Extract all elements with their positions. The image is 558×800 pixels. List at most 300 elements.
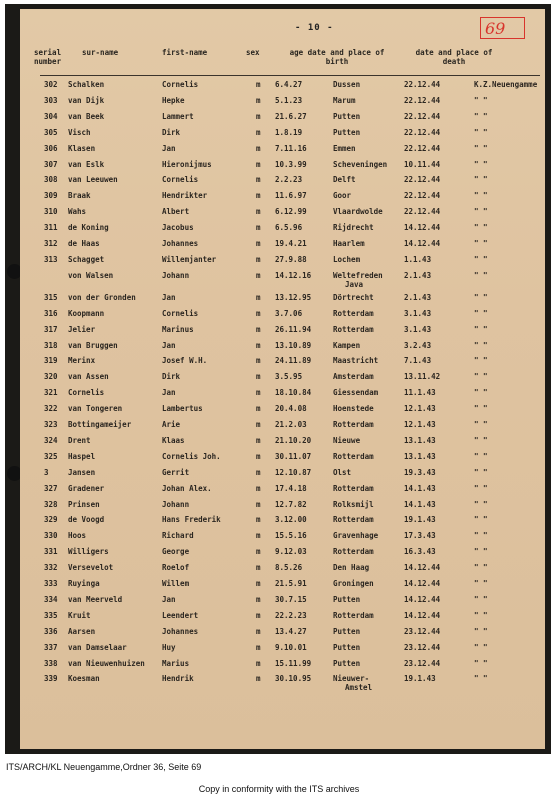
sex: m (256, 207, 261, 217)
surname: Haspel (68, 451, 96, 461)
birth-place: Rotterdam (333, 451, 374, 461)
death-place: " " (474, 435, 488, 445)
table-row (20, 207, 545, 220)
birth-date: 15.5.16 (275, 531, 307, 541)
header-rule (40, 75, 540, 76)
birth-place: Maastricht (333, 356, 379, 366)
birth-place: Putten (333, 642, 361, 652)
first-name: Hepke (162, 95, 185, 105)
surname: van Leeuwen (68, 175, 118, 185)
first-name: Lambertus (162, 404, 203, 414)
sex: m (256, 356, 261, 366)
table-row (20, 356, 545, 369)
first-name: Cornelis (162, 80, 199, 89)
birth-place: Rijdrecht (333, 223, 374, 233)
first-name: Cornelis (162, 308, 199, 318)
sex: m (256, 658, 261, 668)
table-row (20, 270, 545, 289)
birth-date: 6.4.27 (275, 80, 303, 89)
birth-date: 21.10.20 (275, 435, 312, 445)
table-row (20, 627, 545, 640)
birth-date: 22.2.23 (275, 610, 307, 620)
table-row (20, 80, 545, 93)
birth-date: 19.4.21 (275, 239, 307, 248)
first-name: Dirk (162, 372, 181, 382)
birth-place: Scheveningen (333, 159, 388, 169)
table-row (20, 547, 545, 560)
sex: m (256, 467, 261, 477)
birth-date: 3.7.06 (275, 308, 303, 318)
birth-place-line-2: Java (345, 279, 364, 289)
birth-date: 5.1.23 (275, 95, 303, 105)
birth-place: Nieuwe (333, 435, 361, 445)
table-row (20, 128, 545, 141)
surname: Gradener (68, 483, 105, 493)
birth-date: 18.10.84 (275, 388, 312, 398)
birth-place: Rotterdam (333, 610, 374, 620)
serial-number: 325 (44, 451, 58, 461)
birth-place: Marum (333, 95, 356, 105)
surname: van Eslk (68, 159, 105, 169)
serial-number: 308 (44, 175, 58, 185)
birth-place (333, 271, 383, 289)
first-name: Dirk (162, 127, 181, 137)
surname: Ruyinga (68, 579, 100, 588)
table-row (20, 659, 545, 672)
table-row (20, 191, 545, 204)
birth-date: 15.11.99 (275, 658, 312, 668)
birth-date: 3.12.00 (275, 515, 307, 525)
death-place: " " (474, 159, 488, 169)
table-row (20, 500, 545, 513)
birth-date: 13.4.27 (275, 626, 307, 636)
serial-number: 335 (44, 610, 58, 620)
serial-number: 338 (44, 658, 58, 668)
first-name: Richard (162, 531, 194, 541)
death-place: " " (474, 356, 488, 366)
sex: m (256, 642, 261, 652)
birth-place: Putten (333, 658, 361, 668)
death-date: 1.1.43 (404, 254, 432, 264)
birth-place (333, 674, 372, 692)
serial-number: 322 (44, 404, 58, 414)
death-place: " " (474, 223, 488, 233)
first-name: Jacobus (162, 223, 194, 233)
scanned-document (5, 4, 551, 754)
first-name: Josef W.H. (162, 356, 208, 366)
birth-date: 7.11.16 (275, 143, 307, 153)
surname: Wahs (68, 207, 87, 217)
birth-date: 3.5.95 (275, 372, 303, 382)
serial-number: 339 (44, 674, 58, 684)
birth-date: 11.6.97 (275, 191, 307, 201)
birth-place: Gravenhage (333, 531, 379, 541)
table-row (20, 579, 545, 592)
birth-date: 13.10.89 (275, 340, 312, 350)
birth-place: Putten (333, 127, 361, 137)
first-name: Johann (162, 499, 190, 509)
birth-place: Putten (333, 594, 361, 604)
birth-date: 6.12.99 (275, 207, 307, 217)
serial-number: 321 (44, 388, 58, 398)
birth-date: 20.4.08 (275, 404, 307, 414)
surname: van Assen (68, 372, 109, 382)
sex: m (256, 372, 261, 382)
table-row (20, 643, 545, 656)
death-date: 11.1.43 (404, 388, 436, 398)
table-row (20, 309, 545, 322)
serial-number: 3 (44, 467, 49, 477)
serial-number: 304 (44, 111, 58, 121)
surname: Versevelot (68, 563, 114, 573)
death-date: 3.1.43 (404, 308, 432, 318)
death-place: " " (474, 95, 488, 105)
serial-number: 305 (44, 127, 58, 137)
birth-date: 17.4.18 (275, 483, 307, 493)
serial-number: 310 (44, 207, 58, 217)
first-name: Klaas (162, 435, 185, 445)
death-date: 13.11.42 (404, 372, 441, 382)
sex: m (256, 254, 261, 264)
surname: Drent (68, 435, 91, 445)
sex: m (256, 80, 261, 89)
birth-place: Hoenstede (333, 404, 374, 414)
death-date: 14.1.43 (404, 483, 436, 493)
birth-place: Den Haag (333, 563, 370, 573)
birth-place: Rotterdam (333, 483, 374, 493)
birth-date: 21.2.03 (275, 420, 307, 429)
first-name: Huy (162, 642, 176, 652)
sex: m (256, 127, 261, 137)
death-date: 14.12.44 (404, 239, 441, 248)
birth-date: 10.3.99 (275, 159, 307, 169)
surname: Braak (68, 191, 91, 201)
birth-date: 2.2.23 (275, 175, 303, 185)
death-date: 2.1.43 (404, 270, 432, 280)
sex: m (256, 292, 261, 302)
surname: van Bruggen (68, 340, 118, 350)
death-place: " " (474, 207, 488, 217)
death-place: " " (474, 610, 488, 620)
table-row (20, 293, 545, 306)
birth-place-line-1: Nieuwer- (333, 674, 370, 684)
death-date: 22.12.44 (404, 175, 441, 185)
surname: van Tongeren (68, 404, 123, 414)
death-place: " " (474, 467, 488, 477)
death-place: " " (474, 579, 488, 588)
death-place: " " (474, 340, 488, 350)
table-row (20, 531, 545, 544)
surname: van Nieuwenhuizen (68, 658, 145, 668)
paper-sheet (20, 9, 545, 749)
birth-date: 6.5.96 (275, 223, 303, 233)
serial-number: 303 (44, 95, 58, 105)
surname: van Meerveld (68, 594, 123, 604)
page-number: - 10 - (295, 23, 334, 33)
death-date: 19.1.43 (404, 674, 436, 684)
birth-date: 1.8.19 (275, 127, 303, 137)
death-place: " " (474, 594, 488, 604)
death-place: " " (474, 499, 488, 509)
table-row (20, 484, 545, 497)
first-name: Hans Frederik (162, 515, 221, 525)
death-place: " " (474, 388, 488, 398)
serial-number: 306 (44, 143, 58, 153)
sex: m (256, 626, 261, 636)
death-place: " " (474, 239, 488, 248)
table-row (20, 436, 545, 449)
death-date: 13.1.43 (404, 435, 436, 445)
death-date: 22.12.44 (404, 207, 441, 217)
birth-place: Goor (333, 191, 352, 201)
surname: von Walsen (68, 270, 114, 280)
header-birth: age date and place of birth (289, 48, 385, 66)
table-row (20, 223, 545, 236)
death-place: " " (474, 404, 488, 414)
death-place: " " (474, 674, 488, 684)
first-name: Lammert (162, 111, 194, 121)
death-date: 23.12.44 (404, 626, 441, 636)
table-row (20, 452, 545, 465)
first-name: Cornelis Joh. (162, 451, 221, 461)
first-name: Jan (162, 340, 176, 350)
death-date: 14.12.44 (404, 579, 441, 588)
death-place: " " (474, 451, 488, 461)
sex: m (256, 451, 261, 461)
death-date: 10.11.44 (404, 159, 441, 169)
surname: van Dijk (68, 95, 105, 105)
surname: Jansen (68, 467, 96, 477)
first-name: Marius (162, 658, 190, 668)
birth-place: Rotterdam (333, 420, 374, 429)
serial-number: 333 (44, 579, 58, 588)
table-row (20, 595, 545, 608)
death-date: 22.12.44 (404, 143, 441, 153)
serial-number: 332 (44, 563, 58, 573)
first-name: Willemjanter (162, 254, 217, 264)
surname: Koopmann (68, 308, 105, 318)
birth-date: 14.12.16 (275, 270, 312, 280)
sex: m (256, 531, 261, 541)
sex: m (256, 95, 261, 105)
birth-place-line-2: Amstel (345, 683, 373, 693)
table-row (20, 341, 545, 354)
birth-place: Emmen (333, 143, 356, 153)
death-date: 14.12.44 (404, 223, 441, 233)
surname: de Haas (68, 239, 100, 248)
first-name: Hieronijmus (162, 159, 212, 169)
death-date: 14.12.44 (404, 594, 441, 604)
death-date: 14.1.43 (404, 499, 436, 509)
death-date: 7.1.43 (404, 356, 432, 366)
birth-date: 12.10.87 (275, 467, 312, 477)
serial-number: 311 (44, 223, 58, 233)
first-name: Willem (162, 579, 190, 588)
sex: m (256, 270, 261, 280)
death-place: " " (474, 254, 488, 264)
birth-place: Amsterdam (333, 372, 374, 382)
table-row (20, 420, 545, 433)
birth-place: Rotterdam (333, 547, 374, 557)
first-name: Arie (162, 420, 181, 429)
death-place: " " (474, 127, 488, 137)
serial-number: 331 (44, 547, 58, 557)
sex: m (256, 594, 261, 604)
sex: m (256, 340, 261, 350)
death-date: 12.1.43 (404, 420, 436, 429)
surname: Schalken (68, 80, 105, 89)
death-place: " " (474, 111, 488, 121)
first-name: Jan (162, 143, 176, 153)
sex: m (256, 547, 261, 557)
death-place: " " (474, 372, 488, 382)
birth-date: 8.5.26 (275, 563, 303, 573)
death-place: " " (474, 292, 488, 302)
death-date: 13.1.43 (404, 451, 436, 461)
death-date: 14.12.44 (404, 563, 441, 573)
serial-number: 319 (44, 356, 58, 366)
birth-place: Rotterdam (333, 308, 374, 318)
birth-place: Olst (333, 467, 352, 477)
birth-date: 27.9.88 (275, 254, 307, 264)
birth-date: 30.10.95 (275, 674, 312, 684)
serial-number: 312 (44, 239, 58, 248)
table-row (20, 404, 545, 417)
death-date: 19.3.43 (404, 467, 436, 477)
first-name: Roelof (162, 563, 190, 573)
death-place: " " (474, 175, 488, 185)
sex: m (256, 223, 261, 233)
sex: m (256, 388, 261, 398)
surname: Willigers (68, 547, 109, 557)
death-date: 22.12.44 (404, 111, 441, 121)
death-date: 17.3.43 (404, 531, 436, 541)
death-date: 14.12.44 (404, 610, 441, 620)
serial-number: 307 (44, 159, 58, 169)
table-row (20, 674, 545, 693)
table-row (20, 175, 545, 188)
serial-number: 315 (44, 292, 58, 302)
birth-date: 30.7.15 (275, 594, 307, 604)
first-name: Marinus (162, 324, 194, 334)
death-date: 16.3.43 (404, 547, 436, 557)
table-row (20, 112, 545, 125)
sex: m (256, 483, 261, 493)
sex: m (256, 674, 261, 684)
first-name: Hendrik (162, 674, 194, 684)
birth-place: Vlaardwolde (333, 207, 383, 217)
surname: Merinx (68, 356, 96, 366)
first-name: George (162, 547, 190, 557)
first-name: Jan (162, 594, 176, 604)
sex: m (256, 111, 261, 121)
sex: m (256, 239, 261, 248)
serial-number: 324 (44, 435, 58, 445)
birth-date: 9.12.03 (275, 547, 307, 557)
header-surname: sur-name (82, 48, 119, 57)
serial-number: 317 (44, 324, 58, 334)
sex: m (256, 324, 261, 334)
death-date: 22.12.44 (404, 191, 441, 201)
first-name: Johannes (162, 626, 199, 636)
death-date: 3.2.43 (404, 340, 432, 350)
death-place: " " (474, 143, 488, 153)
surname: Aarsen (68, 626, 96, 636)
sex: m (256, 563, 261, 573)
table-row (20, 255, 545, 268)
first-name: Leendert (162, 610, 199, 620)
first-name: Johann (162, 270, 190, 280)
birth-place: Lochem (333, 254, 361, 264)
birth-place: Putten (333, 111, 361, 121)
death-place: " " (474, 308, 488, 318)
surname: de Koning (68, 223, 109, 233)
birth-date: 26.11.94 (275, 324, 312, 334)
table-row (20, 239, 545, 252)
header-number: serial number (34, 48, 62, 66)
surname: von der Gronden (68, 292, 136, 302)
birth-place: Dörtrecht (333, 292, 374, 302)
surname: Visch (68, 127, 91, 137)
sex: m (256, 159, 261, 169)
table-row (20, 372, 545, 385)
death-date: 22.12.44 (404, 80, 441, 89)
birth-date: 12.7.82 (275, 499, 307, 509)
death-place: " " (474, 658, 488, 668)
first-name: Albert (162, 207, 190, 217)
surname: Koesman (68, 674, 100, 684)
table-row (20, 611, 545, 624)
birth-place: Giessendam (333, 388, 379, 398)
serial-number: 318 (44, 340, 58, 350)
death-date: 19.1.43 (404, 515, 436, 525)
death-date: 12.1.43 (404, 404, 436, 414)
serial-number: 329 (44, 515, 58, 525)
death-date: 22.12.44 (404, 95, 441, 105)
death-place: " " (474, 483, 488, 493)
table-row (20, 325, 545, 338)
serial-number: 302 (44, 80, 58, 89)
header-death: date and place of death (415, 48, 493, 66)
surname: van Damselaar (68, 642, 127, 652)
birth-date: 21.5.91 (275, 579, 307, 588)
death-date: 23.12.44 (404, 658, 441, 668)
death-date: 2.1.43 (404, 292, 432, 302)
serial-number: 334 (44, 594, 58, 604)
table-row (20, 563, 545, 576)
birth-place: Haarlem (333, 239, 365, 248)
table-row (20, 160, 545, 173)
death-place: " " (474, 531, 488, 541)
death-place: " " (474, 626, 488, 636)
sex: m (256, 499, 261, 509)
sex: m (256, 610, 261, 620)
birth-place: Rotterdam (333, 515, 374, 525)
sex: m (256, 175, 261, 185)
death-place: " " (474, 420, 488, 429)
serial-number: 320 (44, 372, 58, 382)
surname: Jelier (68, 324, 96, 334)
birth-place: Rotterdam (333, 324, 374, 334)
death-place: K.Z.Neuengamme (474, 80, 538, 89)
serial-number: 323 (44, 420, 58, 429)
birth-place: Dussen (333, 80, 361, 89)
folio-stamp: 69 (480, 17, 525, 39)
sex: m (256, 579, 261, 588)
birth-place: Kampen (333, 340, 361, 350)
table-row (20, 515, 545, 528)
serial-number: 337 (44, 642, 58, 652)
